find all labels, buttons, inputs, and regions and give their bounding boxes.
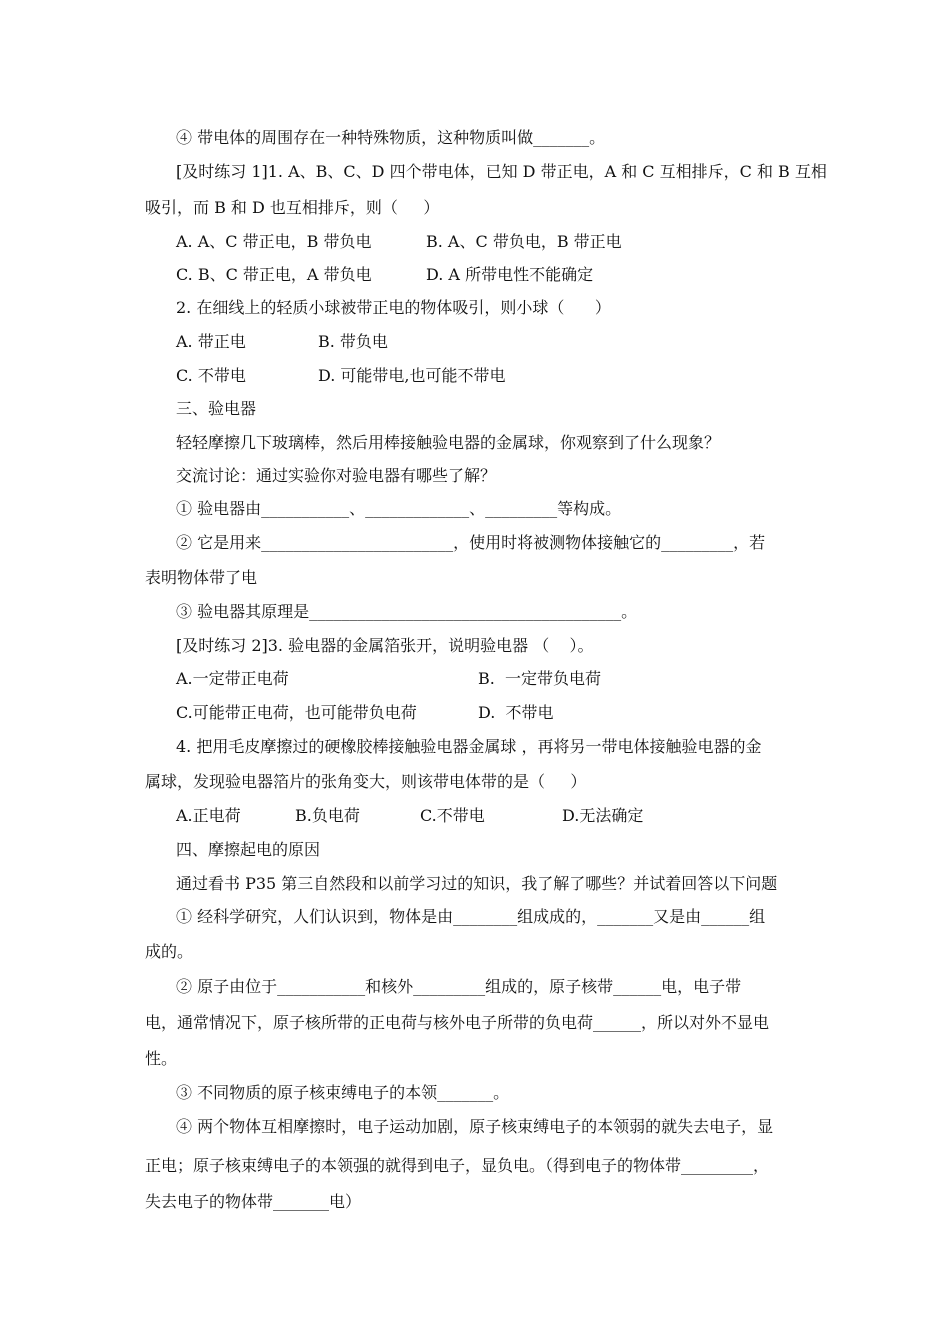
practice1-option-c: C. B、C 带正电，A 带负电 [176,265,372,284]
section3-discussion: 交流讨论：通过实验你对验电器有哪些了解？ [176,466,497,485]
section4-item3: ③ 不同物质的原子核束缚电子的本领_______。 [176,1083,510,1102]
section4-item4-line1: ④ 两个物体互相摩擦时，电子运动加剧，原子核束缚电子的本领弱的就失去电子，显 [176,1117,774,1136]
question2-option-c: C. 不带电 [176,366,246,385]
section4-item2-line1: ② 原子由位于___________和核外_________组成的，原子核带______电，电子带 [176,977,742,996]
section3-intro: 轻轻摩擦几下玻璃棒，然后用棒接触验电器的金属球，你观察到了什么现象？ [176,433,721,452]
practice1-question-line1: [及时练习 1]1. A、B、C、D 四个带电体，已知 D 带正电，A 和 C 互相排斥，C 和 B 互相 [176,162,827,181]
practice2-option-c: C.可能带正电荷，也可能带负电荷 [176,703,417,722]
question4-option-d: D.无法确定 [562,806,644,825]
section3-item2-line1: ② 它是用来________________________，使用时将被测物体接触它的_________，若 [176,533,766,552]
question4-option-c: C.不带电 [420,806,485,825]
question2-option-a: A. 带正电 [176,332,246,351]
practice2-option-b: B. 一定带负电荷 [478,669,602,688]
practice1-option-b: B. A、C 带负电，B 带正电 [426,232,622,251]
question4-line1: 4. 把用毛皮摩擦过的硬橡胶棒接触验电器金属球 ，再将另一带电体接触验电器的金 [176,737,762,756]
practice1-option-a: A. A、C 带正电，B 带负电 [176,232,372,251]
section3-item1: ① 验电器由___________、_____________、_________等构成。 [176,499,622,518]
question4-option-b: B.负电荷 [295,806,360,825]
section3-title: 三、验电器 [176,399,257,418]
question4-option-a: A.正电荷 [176,806,241,825]
section2-item4: ④ 带电体的周围存在一种特殊物质，这种物质叫做_______。 [176,128,606,147]
section4-item4-line3: 失去电子的物体带_______电） [145,1192,362,1211]
section4-intro: 通过看书 P35 第三自然段和以前学习过的知识，我了解了哪些？并试着回答以下问题 [176,874,778,893]
question2: 2. 在细线上的轻质小球被带正电的物体吸引，则小球（ ） [176,298,611,317]
section4-title: 四、摩擦起电的原因 [176,840,321,859]
section3-item3: ③ 验电器其原理是_______________________________________。 [176,602,638,621]
section4-item4-line2: 正电；原子核束缚电子的本领强的就得到电子，显负电。（得到电子的物体带_________， [145,1156,770,1175]
question2-option-b: B. 带负电 [318,332,388,351]
practice2-question: [及时练习 2]3. 验电器的金属箔张开，说明验电器 （ ）。 [176,636,594,655]
section4-item2-line3: 性。 [145,1049,178,1068]
section4-item1-line1: ① 经科学研究，人们认识到，物体是由________组成成的，_______又是由______组 [176,907,766,926]
practice2-option-d: D. 不带电 [478,703,554,722]
practice1-option-d: D. A 所带电性不能确定 [426,265,594,284]
question2-option-d: D. 可能带电,也可能不带电 [318,366,506,385]
question4-line2: 属球，发现验电器箔片的张角变大，则该带电体带的是（ ） [145,772,587,791]
practice1-question-line2: 吸引，而 B 和 D 也互相排斥，则（ ） [145,198,440,217]
section4-item2-line2: 电，通常情况下，原子核所带的正电荷与核外电子所带的负电荷______，所以对外不显电 [145,1013,770,1032]
section4-item1-line2: 成的。 [145,942,194,961]
section3-item2-line2: 表明物体带了电 [145,568,258,587]
practice2-option-a: A.一定带正电荷 [176,669,289,688]
